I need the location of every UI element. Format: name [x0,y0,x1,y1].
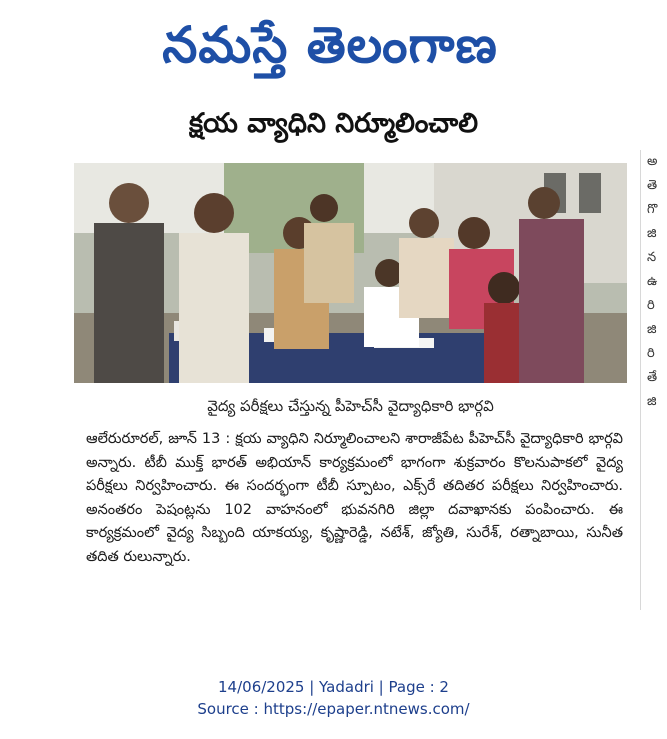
footer-date-line: 14/06/2025 | Yadadri | Page : 2 [218,678,449,696]
article-photo [74,163,627,383]
adjacent-column [640,150,667,610]
adjacent-fragment: జి [647,226,657,241]
masthead-title: నమస్తే తెలంగాణ [162,16,498,74]
article-headline: క్షయ వ్యాధిని నిర్మూలించాలి [189,108,478,139]
adjacent-fragment: అ [647,154,658,169]
adjacent-fragment: ఉ [647,274,658,289]
adjacent-fragment: న [647,250,657,265]
adjacent-fragment: జి [647,394,657,409]
footer-source-line: Source : https://epaper.ntnews.com/ [197,700,470,718]
adjacent-fragment: తే [647,370,658,385]
adjacent-fragment: తె [647,178,658,193]
photo-illustration [74,163,627,383]
article-body [70,428,623,569]
photo-caption: వైద్య పరీక్షలు చేస్తున్న పీహెచ్‌సీ వైద్యాధికారి భార్గవి [207,397,494,415]
adjacent-fragment: జి [647,322,657,337]
adjacent-fragment: గొ [647,202,658,217]
adjacent-fragment: రి [647,346,655,361]
newspaper-masthead [110,4,550,84]
article-text: ఆలేరురూరల్, జూన్ 13 : క్షయ వ్యాధిని నిర్మూలించాలని శారాజీపేట పీహెచ్‌సీ వైద్యాధికారి భార్గవి అన్నారు. టీబీ ముక్త్ భారత్ అభియాన్ కార్యక్రమంలో భాగంగా శుక్రవారం కొలనుపాకలో వైద్య పరీక్షలు నిర్వహించారు. ఈ సందర్భంగా టీబీ స్పూటం, ఎక్స్‌రే తదితర పరీక్షలు నిర్వహించారు. అనంతరం పెషంట్లను 102 వాహనంలో భువనగిరి జిల్లా దవాఖానకు పంపించారు. ఈ కార్యక్రమంలో వైద్య సిబ్బంది యాకయ్య, కృష్ణారెడ్డి, నటేశ్, జ్యోతి, సురేశ్, రత్నాబాయి, సునీత తదిత రులున్నారు. [86,431,623,565]
adjacent-fragment: రి [647,298,655,313]
